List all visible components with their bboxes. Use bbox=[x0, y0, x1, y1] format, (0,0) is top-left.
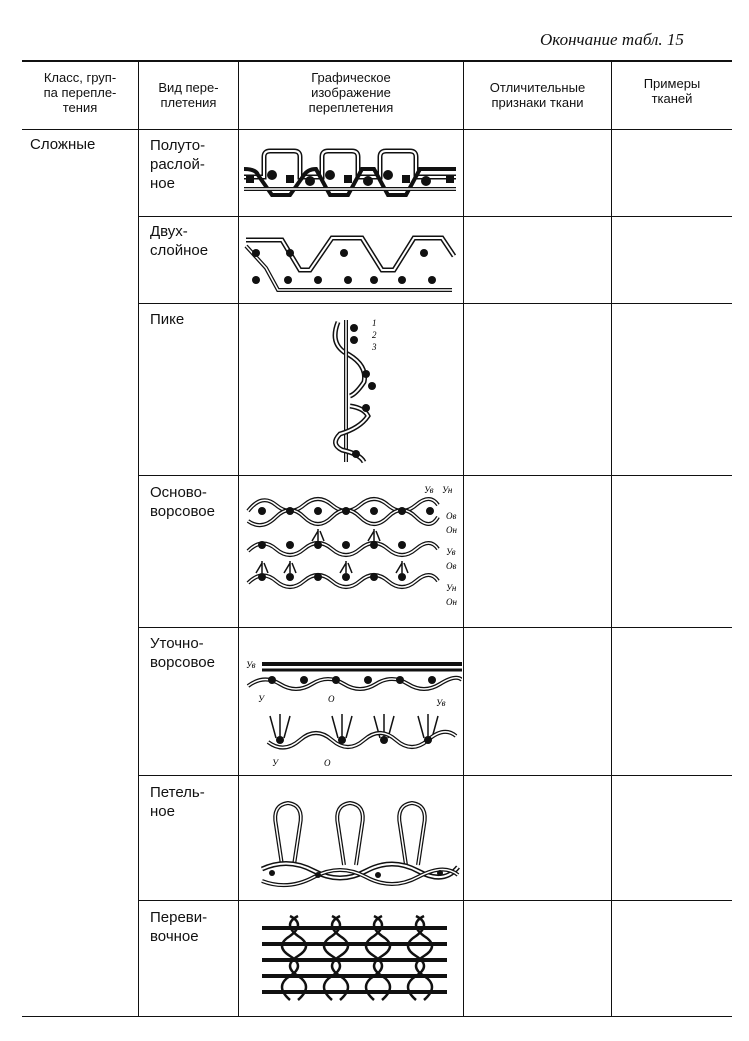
header-graphic: Графическое изображение переплетения bbox=[308, 70, 394, 115]
col-rule-4 bbox=[611, 60, 612, 1016]
col-rule-3 bbox=[463, 60, 464, 1016]
weft-pile-label-2: У bbox=[258, 694, 265, 704]
pique-weave-icon bbox=[320, 312, 390, 467]
header-fabric-examples: Примеры тканей bbox=[643, 76, 701, 106]
loop-weave-icon bbox=[258, 795, 463, 893]
pique-label-2: 2 bbox=[372, 330, 377, 340]
row-rule-3 bbox=[138, 475, 732, 476]
col-rule-2 bbox=[238, 60, 239, 1016]
row-rule-6 bbox=[138, 900, 732, 901]
pique-label-3: 3 bbox=[372, 342, 377, 352]
weft-pile-label-5: У bbox=[272, 758, 279, 768]
warp-pile-label-1: Ув bbox=[424, 485, 434, 495]
col-rule-1 bbox=[138, 60, 139, 1016]
row-rule-2 bbox=[138, 303, 732, 304]
warp-pile-label-2: Ун bbox=[442, 485, 453, 495]
table-top-rule bbox=[22, 60, 732, 62]
weft-pile-label-4: Ув bbox=[436, 698, 446, 708]
row-rule-4 bbox=[138, 627, 732, 628]
header-weave-type: Вид пере- плетения bbox=[158, 80, 219, 110]
warp-pile-label-7: Ун bbox=[446, 583, 457, 593]
weave-name-1: Полуто- раслой- ное bbox=[150, 137, 206, 192]
header-distinctive-features: Отличительные признаки ткани bbox=[489, 80, 586, 110]
warp-pile-label-8: Он bbox=[446, 597, 457, 607]
warp-pile-label-3: Ов bbox=[446, 511, 457, 521]
warp-pile-label-5: Ув bbox=[446, 547, 456, 557]
one-and-a-half-layer-weave-icon bbox=[242, 145, 460, 210]
header-class-group: Класс, груп- па перепле- тения bbox=[43, 70, 117, 115]
double-layer-weave-icon bbox=[242, 228, 460, 300]
pique-label-1: 1 bbox=[372, 318, 377, 328]
warp-pile-weave-icon bbox=[242, 483, 462, 613]
leno-weave-icon bbox=[262, 912, 452, 1002]
table-bottom-rule bbox=[22, 1016, 732, 1017]
class-name: Сложные bbox=[30, 136, 96, 153]
header-bottom-rule bbox=[22, 129, 732, 130]
table-caption: Окончание табл. 15 bbox=[540, 30, 684, 49]
weave-name-5: Уточно- ворсовое bbox=[150, 635, 215, 671]
weave-name-3: Пике bbox=[150, 311, 185, 328]
weave-name-7: Переви- вочное bbox=[150, 909, 208, 945]
weft-pile-label-1: Ув bbox=[246, 660, 256, 670]
weft-pile-weave-icon bbox=[242, 650, 462, 770]
weave-name-6: Петель- ное bbox=[150, 784, 205, 820]
weft-pile-label-6: О bbox=[324, 758, 331, 768]
weave-name-2: Двух- слойное bbox=[150, 223, 209, 259]
weave-name-4: Осново- ворсовое bbox=[150, 484, 215, 520]
warp-pile-label-4: Он bbox=[446, 525, 457, 535]
row-rule-1 bbox=[138, 216, 732, 217]
warp-pile-label-6: Ов bbox=[446, 561, 457, 571]
row-rule-5 bbox=[138, 775, 732, 776]
weft-pile-label-3: О bbox=[328, 694, 335, 704]
